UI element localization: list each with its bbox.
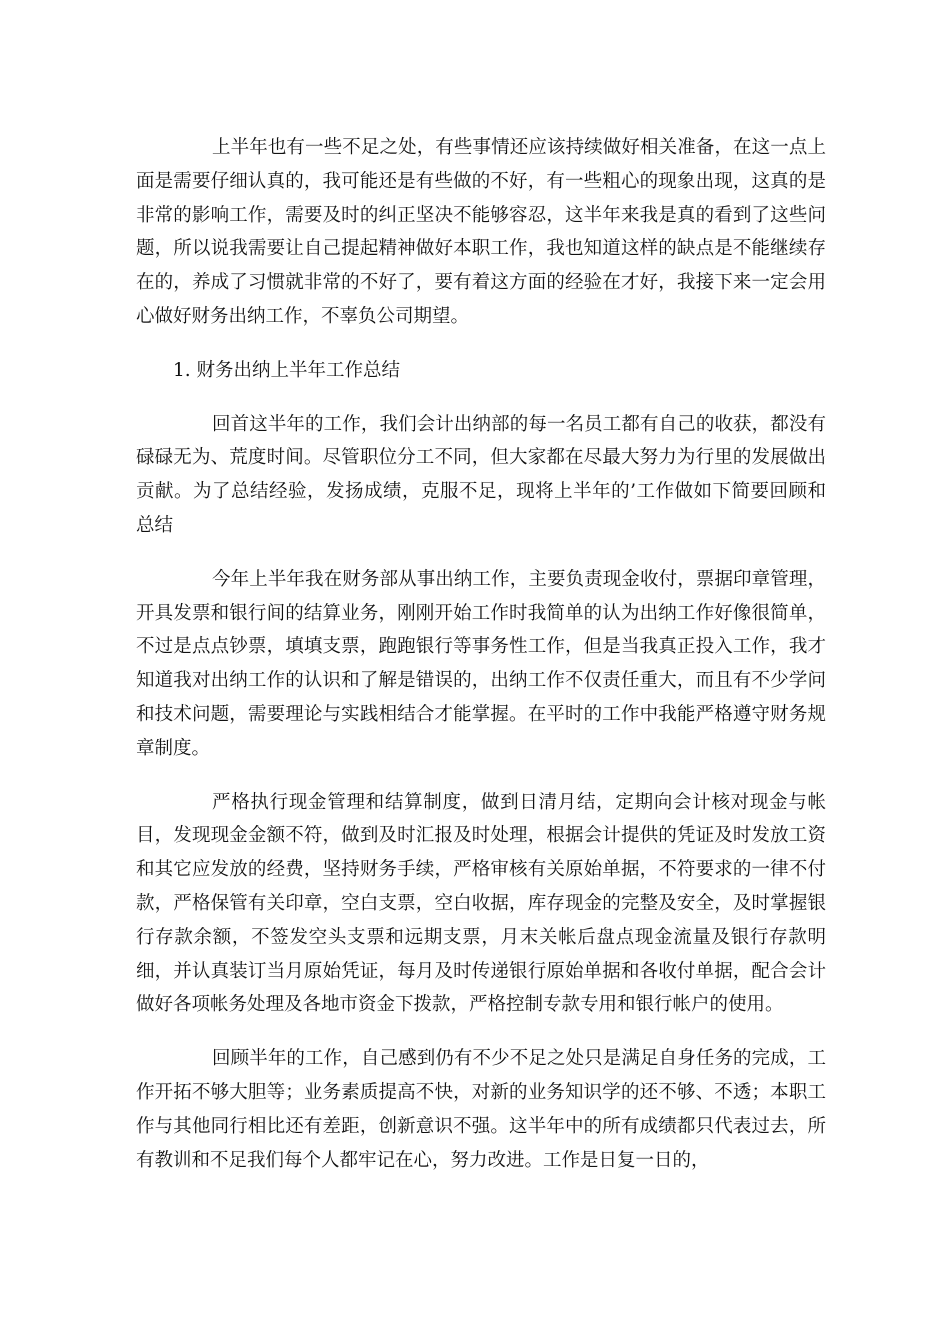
paragraph-review: 回首这半年的工作，我们会计出纳部的每一名员工都有自己的收获，都没有碌碌无为、荒度时间。尽管职位分工不同，但大家都在尽最大努力为行里的发展做出贡献。为了总结经验，发扬成绩，克服不足，现将上半年的’工作做如下简要回顾和总结 [136,413,826,536]
paragraph-self-review: 回顾半年的工作，自己感到仍有不少不足之处只是满足自身任务的完成，工作开拓不够大胆等；业务素质提高不快，对新的业务知识学的还不够、不透；本职工作与其他同行相比还有差距，创新意识不强。这半年中的所有成绩都只代表过去，所有教训和不足我们每个人都牢记在心，努力改进。工作是日复一日的， [136,1048,826,1171]
paragraph-cashier-duties: 今年上半年我在财务部从事出纳工作，主要负责现金收付，票据印章管理，开具发票和银行间的结算业务，刚刚开始工作时我简单的认为出纳工作好像很简单，不过是点点钞票，填填支票，跑跑银行等事务性工作，但是当我真正投入工作，我才知道我对出纳工作的认识和了解是错误的，出纳工作不仅责任重大，而且有不少学问和技术问题，需要理论与实践相结合才能掌握。在平时的工作中我能严格遵守财务规章制度。 [136,568,826,759]
document-body [136,131,826,1197]
section-heading: 1. 财务出纳上半年工作总结 [173,359,401,381]
paragraph-shortcomings: 上半年也有一些不足之处，有些事情还应该持续做好相关准备，在这一点上面是需要仔细认真的，我可能还是有些做的不好，有一些粗心的现象出现，这真的是非常的影响工作，需要及时的纠正坚决不能够容忍，这半年来我是真的看到了这些问题，所以说我需要让自己提起精神做好本职工作，我也知道这样的缺点是不能继续存在的，养成了习惯就非常的不好了，要有着这方面的经验在才好，我接下来一定会用心做好财务出纳工作，不辜负公司期望。 [136,137,826,327]
paragraph-cash-management: 严格执行现金管理和结算制度，做到日清月结，定期向会计核对现金与帐目，发现现金金额不符，做到及时汇报及时处理，根据会计提供的凭证及时发放工资和其它应发放的经费，坚持财务手续，严格审核有关原始单据，不符要求的一律不付款，严格保管有关印章，空白支票，空白收据，库存现金的完整及安全，及时掌握银行存款余额，不签发空头支票和远期支票，月末关帐后盘点现金流量及银行存款明细，并认真装订当月原始凭证，每月及时传递银行原始单据和各收付单据，配合会计做好各项帐务处理及各地市资金下拨款，严格控制专款专用和银行帐户的使用。 [136,791,826,1016]
